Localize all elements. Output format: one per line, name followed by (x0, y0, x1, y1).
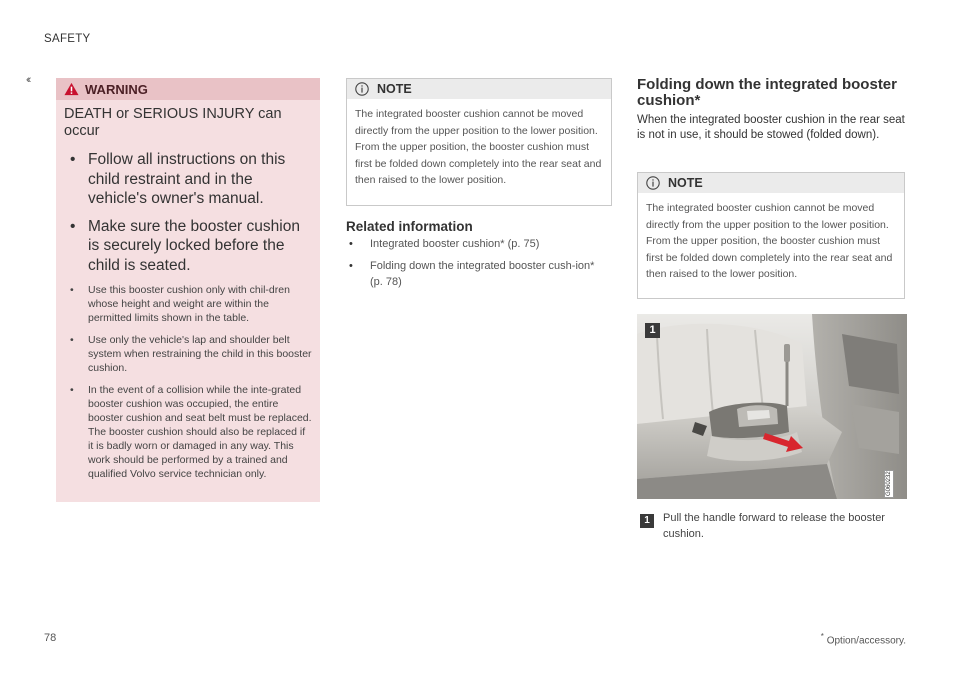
note-header (347, 79, 611, 99)
page-number: 78 (44, 632, 57, 644)
section-title: Folding down the integrated booster cushion* (637, 76, 897, 109)
figure-step-badge: 1 (645, 323, 660, 338)
note-text: The integrated booster cushion cannot be moved directly from the upper position to the lower position. From the upper position, the booster cushion must first be folded down completely into the rear seat and then raised to the lower position. (355, 108, 602, 186)
warning-box (56, 78, 320, 502)
note-box (637, 172, 905, 299)
warning-header (56, 78, 320, 100)
footnote (760, 632, 906, 646)
note-box (346, 78, 612, 206)
warning-title: DEATH or SERIOUS INJURY can occur (64, 106, 282, 139)
rear-seat-drawing (637, 314, 907, 499)
warning-main-item: • Make sure the booster cushion is securely locked before the child is seated. (70, 217, 312, 276)
section-intro: When the integrated booster cushion in the rear seat is not in use, it should be stowed (folded down). (637, 114, 905, 141)
continued-marker: ‹‹ (26, 74, 30, 86)
warning-detail-item: • In the event of a collision while the inte-grated booster cushion was occupied, the entire booster cushion and seat belt must be replaced. The booster cushion should also be replaced if it is badly worn or damaged in any way. This work should be performed by a trained and qualified Volvo service technician only. (70, 383, 312, 481)
note-text: The integrated booster cushion cannot be moved directly from the upper position to the lower position. From the upper position, the booster cushion must first be folded down completely into the rear seat and then raised to the lower position. (646, 202, 893, 280)
footnote-text: Option/accessory. (826, 635, 906, 647)
footnote-mark: * (820, 632, 824, 641)
related-information-heading: Related information (346, 219, 473, 234)
section-header: SAFETY (44, 33, 91, 45)
warning-detail-list (70, 283, 312, 481)
note-label: NOTE (377, 82, 412, 96)
related-link[interactable]: • Integrated booster cushion* (p. 75) (346, 236, 608, 252)
warning-triangle-icon (64, 82, 79, 96)
figure-code: G060232 (886, 471, 892, 497)
note-header (638, 173, 904, 193)
step-instruction: Pull the handle forward to release the booster cushion. (663, 512, 885, 540)
info-icon (646, 176, 660, 190)
warning-detail-item: • Use only the vehicle's lap and shoulder belt system when restraining the child in this booster cushion. (70, 333, 312, 375)
related-link[interactable]: • Folding down the integrated booster cush-ion* (p. 78) (346, 258, 608, 290)
related-information-list (346, 236, 608, 296)
warning-main-item: • Follow all instructions on this child restraint and in the vehicle's owner's manual. (70, 150, 312, 209)
note-label: NOTE (668, 176, 703, 190)
warning-detail-item: • Use this booster cushion only with chil-dren whose height and weight are within the permitted limits shown in the table. (70, 283, 312, 325)
info-icon (355, 82, 369, 96)
booster-cushion-illustration (637, 314, 907, 499)
warning-main-list (70, 150, 312, 275)
step-number-badge: 1 (640, 514, 654, 528)
warning-label: WARNING (85, 81, 148, 97)
